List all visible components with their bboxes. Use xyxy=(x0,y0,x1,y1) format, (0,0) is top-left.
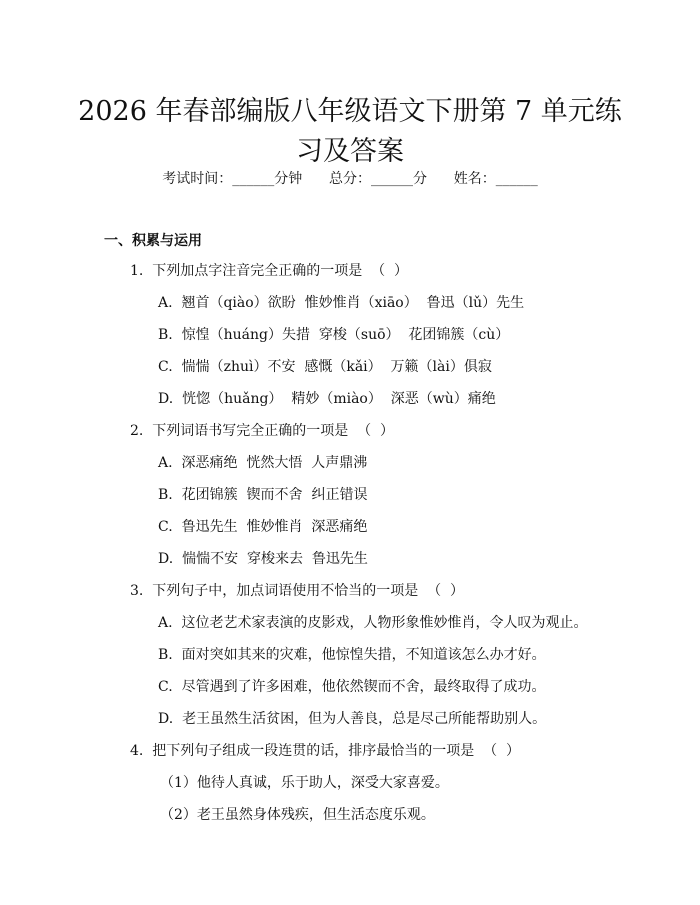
section-heading: 一、积累与运用 xyxy=(104,233,202,249)
question-3-option-b: B. 面对突如其来的灾难，他惊惶失措，不知道该怎么办才好。 xyxy=(158,647,546,663)
question-1-option-d: D. 恍惚（huǎng） 精妙（miào） 深恶（wù）痛绝 xyxy=(158,391,496,407)
question-4-sentence-2: （2）老王虽然身体残疾，但生活态度乐观。 xyxy=(160,807,435,823)
question-2-option-b: B. 花团锦簇 锲而不舍 纠正错误 xyxy=(158,487,368,503)
document-title xyxy=(70,92,630,172)
question-2-stem: 2. 下列词语书写完全正确的一项是 （ ） xyxy=(130,423,395,439)
title-line-1: 2026 年春部编版八年级语文下册第 7 单元练 xyxy=(78,96,622,128)
question-4-sentence-1: （1）他待人真诚，乐于助人，深受大家喜爱。 xyxy=(160,775,449,791)
question-2-option-d: D. 惴惴不安 穿梭来去 鲁迅先生 xyxy=(158,551,368,567)
question-1-stem: 1. 下列加点字注音完全正确的一项是 （ ） xyxy=(130,263,409,279)
question-3-stem: 3. 下列句子中，加点词语使用不恰当的一项是 （ ） xyxy=(130,583,465,599)
question-3-option-c: C. 尽管遇到了许多困难，他依然锲而不舍，最终取得了成功。 xyxy=(158,679,546,695)
title-line-2: 习及答案 xyxy=(296,136,404,168)
exam-info-line: 考试时间：______分钟 总分：______分 姓名：______ xyxy=(162,171,538,187)
question-2-option-a: A. 深恶痛绝 恍然大悟 人声鼎沸 xyxy=(158,455,368,471)
question-1-option-a: A. 翘首（qiào）欲盼 惟妙惟肖（xiāo） 鲁迅（lǔ）先生 xyxy=(158,295,525,311)
question-1-option-b: B. 惊惶（huáng）失措 穿梭（suō） 花团锦簇（cù） xyxy=(158,327,510,343)
question-3-option-a: A. 这位老艺术家表演的皮影戏，人物形象惟妙惟肖，令人叹为观止。 xyxy=(158,615,588,631)
question-2-option-c: C. 鲁迅先生 惟妙惟肖 深恶痛绝 xyxy=(158,519,368,535)
question-3-option-d: D. 老王虽然生活贫困，但为人善良，总是尽己所能帮助别人。 xyxy=(158,711,547,727)
question-1-option-c: C. 惴惴（zhuì）不安 感慨（kǎi） 万籁（lài）俱寂 xyxy=(158,359,492,375)
question-4-stem: 4. 把下列句子组成一段连贯的话，排序最恰当的一项是 （ ） xyxy=(130,743,521,759)
